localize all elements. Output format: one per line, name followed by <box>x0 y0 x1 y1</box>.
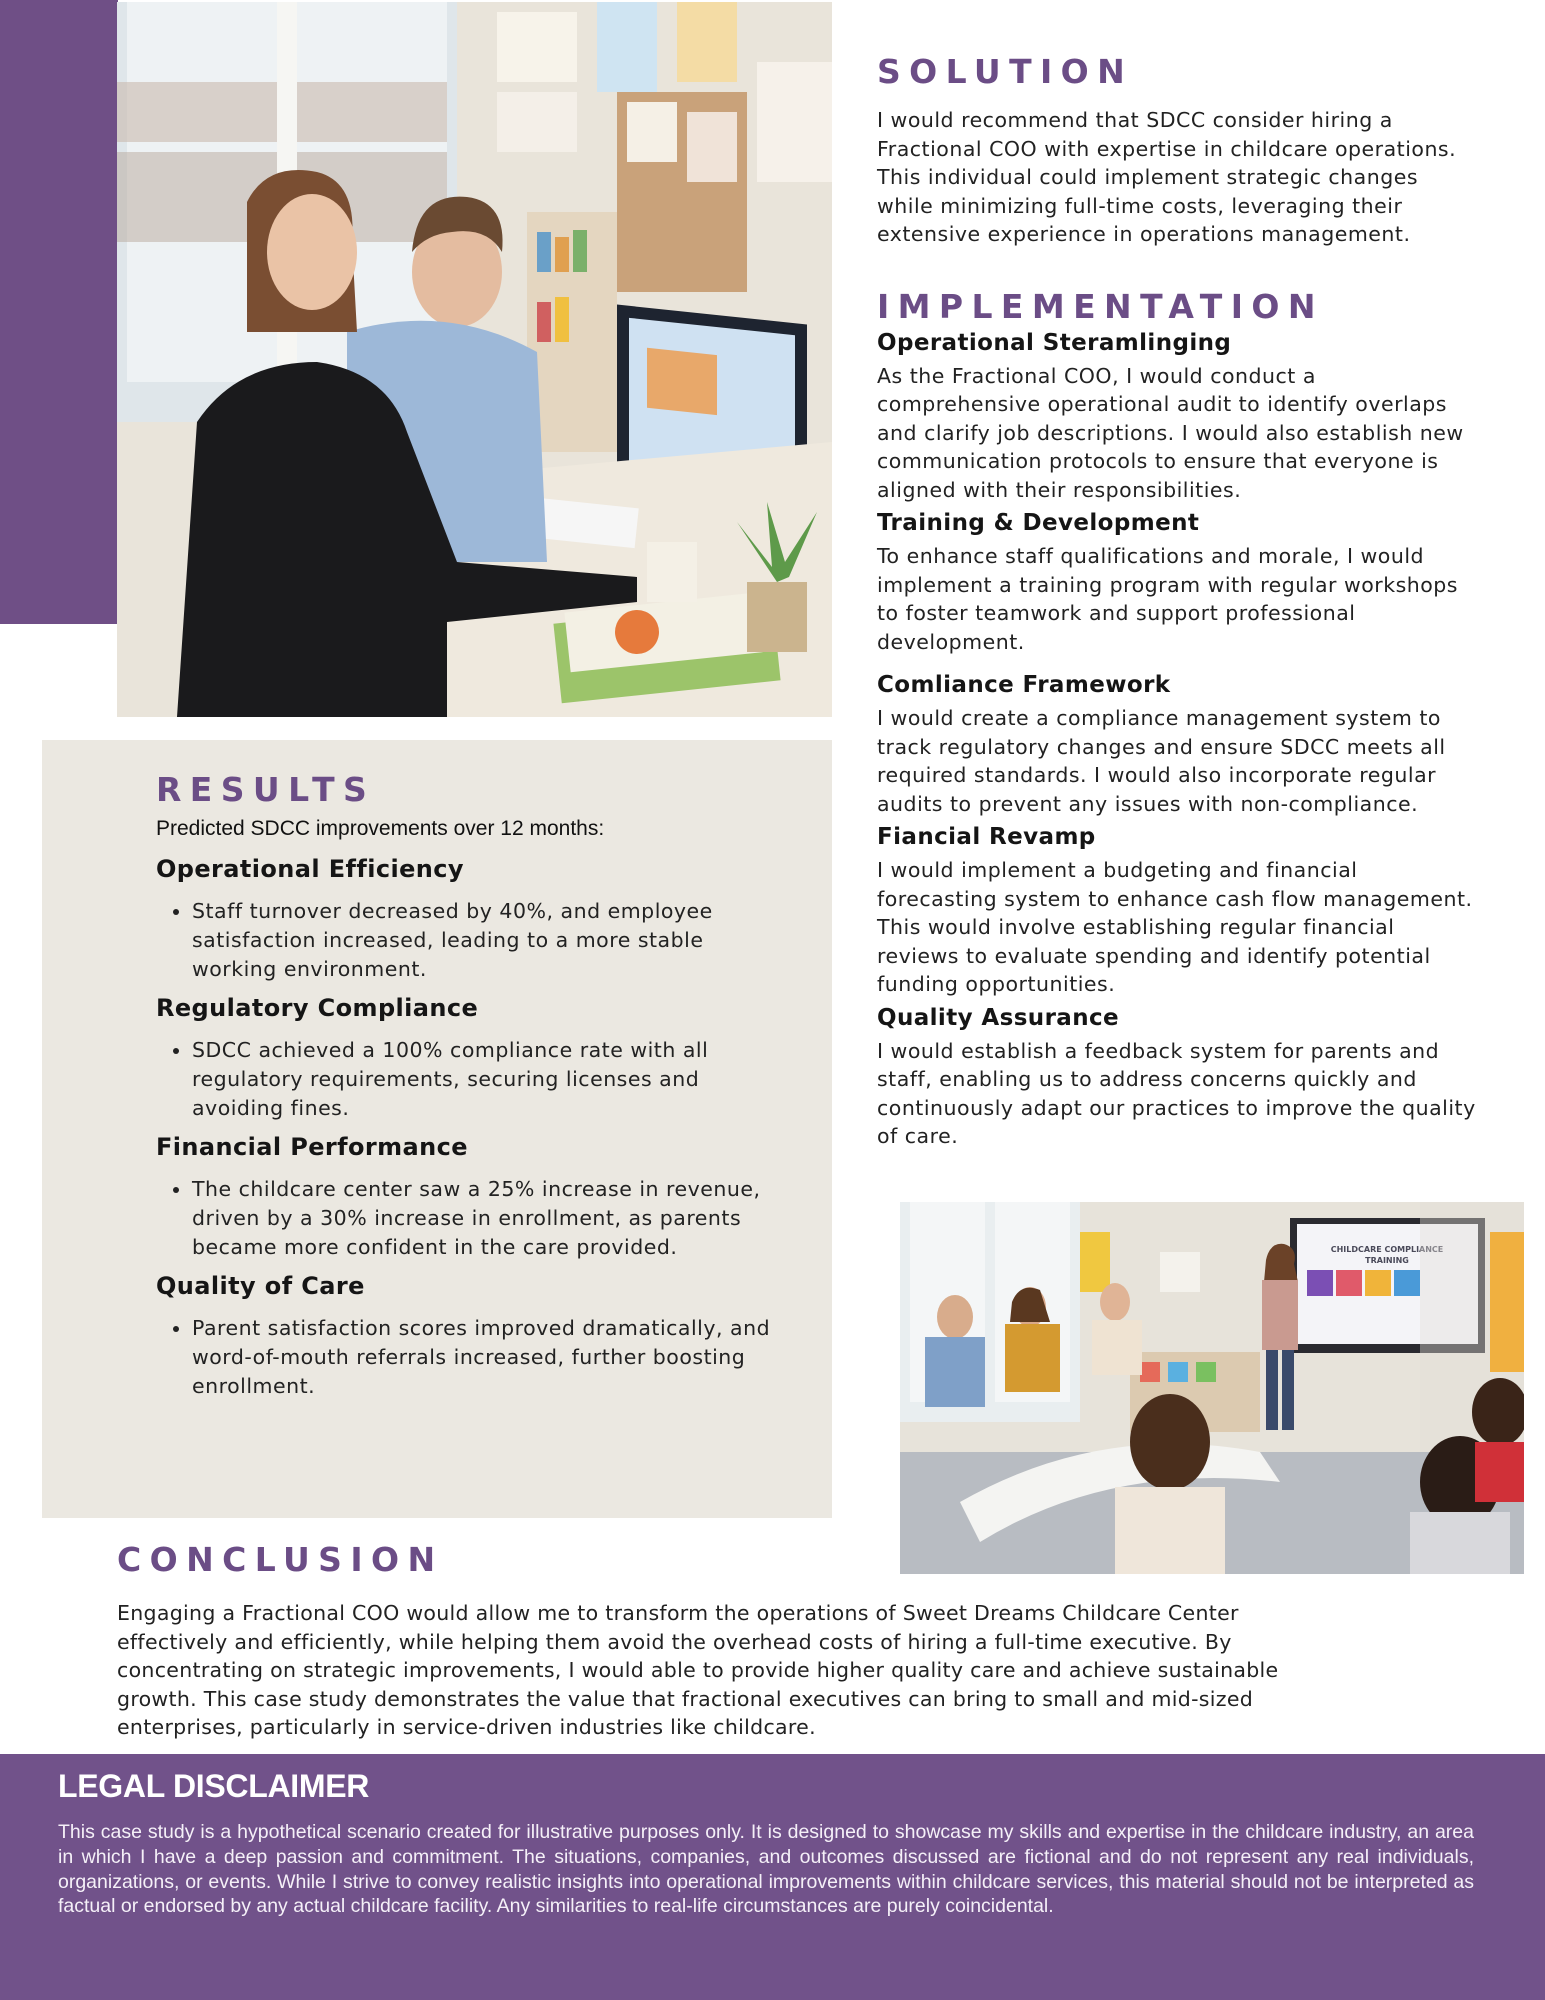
implementation-heading: IMPLEMENTATION <box>877 286 1324 326</box>
implementation-item-title: Operational Steramlinging <box>877 329 1232 356</box>
implementation-item-body: I would establish a feedback system for parents and staff, enabling us to address concerns quickly and continuously adapt our practices to improve the quality of care. <box>877 1038 1476 1148</box>
conclusion-section <box>117 1540 1317 1742</box>
implementation-item-title: Training & Development <box>877 510 1200 536</box>
results-bullet-list <box>156 1314 776 1401</box>
results-bullet: • Staff turnover decreased by 40%, and employee satisfaction increased, leading to a more stable working environment. <box>192 897 776 984</box>
implementation-item-title: Quality Assurance <box>877 1004 1120 1031</box>
results-group-title: Financial Performance <box>156 1133 468 1161</box>
results-bullet-list <box>156 897 776 984</box>
results-group-title: Regulatory Compliance <box>156 994 479 1022</box>
training-photo <box>900 1202 1524 1574</box>
solution-body: I would recommend that SDCC consider hiring a Fractional COO with expertise in childcare operations. This individual could implement strategic changes while minimizing full-time costs, leveraging their extensive experience in operations management. <box>877 108 1457 246</box>
implementation-item-title: Fiancial Revamp <box>877 824 1096 850</box>
solution-heading: SOLUTION <box>877 52 1134 91</box>
results-content <box>156 770 776 1411</box>
implementation-item <box>877 330 1477 505</box>
results-group-title: Operational Efficiency <box>156 855 464 883</box>
implementation-item <box>877 672 1477 818</box>
conclusion-body: Engaging a Fractional COO would allow me to transform the operations of Sweet Dreams Childcare Center effectively and efficiently, while helping them avoid the overhead costs of hiring a full-time executive. By concentrating on strategic improvements, I would able to provide higher quality care and achieve sustainable growth. This case study demonstrates the value that fractional executives can bring to small and mid-sized enterprises, particularly in service-driven industries like childcare. <box>117 1601 1279 1739</box>
results-bullet: • The childcare center saw a 25% increase in revenue, driven by a 30% increase in enrollment, as parents became more confident in the care provided. <box>192 1175 776 1262</box>
results-bullet-list <box>156 1036 776 1123</box>
training-photo-illustration <box>900 1202 1524 1574</box>
results-panel <box>42 740 832 1518</box>
implementation-item <box>877 1005 1477 1151</box>
results-bullet: • SDCC achieved a 100% compliance rate with all regulatory requirements, securing licenses and avoiding fines. <box>192 1036 776 1123</box>
screen-title-line-2: TRAINING <box>1365 1256 1409 1265</box>
results-bullet: • Parent satisfaction scores improved dramatically, and word-of-mouth referrals increased, further boosting enrollment. <box>192 1314 776 1401</box>
conclusion-heading: CONCLUSION <box>117 1540 444 1579</box>
results-group <box>156 1133 776 1262</box>
results-group-title: Quality of Care <box>156 1272 365 1300</box>
implementation-item <box>877 510 1477 656</box>
results-group <box>156 994 776 1123</box>
results-group <box>156 1272 776 1401</box>
results-group <box>156 855 776 984</box>
results-bullet-list <box>156 1175 776 1262</box>
disclaimer-body: This case study is a hypothetical scenario created for illustrative purposes only. It is designed to showcase my skills and expertise in the childcare industry, an area in which I have a deep passion and commitment. The situations, companies, and outcomes discussed are fictional and do not represent any real individuals, organizations, or events. While I strive to convey realistic insights into operational improvements within childcare services, this material should not be interpreted as factual or endorsed by any actual childcare facility. Any similarities to real-life circumstances are purely coincidental. <box>58 1821 1474 1918</box>
implementation-item-title: Comliance Framework <box>877 672 1171 698</box>
implementation-item-body: As the Fractional COO, I would conduct a comprehensive operational audit to identify overlaps and clarify job descriptions. I would also establish new communication protocols to ensure that everyone is aligned with their responsibilities. <box>877 363 1464 502</box>
left-accent-bar <box>0 0 118 624</box>
implementation-item <box>877 824 1477 999</box>
results-intro: Predicted SDCC improvements over 12 months: <box>156 817 605 840</box>
implementation-item-body: To enhance staff qualifications and morale, I would implement a training program with regular workshops to foster teamwork and support professional development. <box>877 544 1458 654</box>
office-photo <box>117 2 832 717</box>
implementation-item-body: I would implement a budgeting and financial forecasting system to enhance cash flow management. This would involve establishing regular financial reviews to evaluate spending and identify potential funding opportunities. <box>877 858 1473 996</box>
disclaimer-heading: LEGAL DISCLAIMER <box>58 1768 370 1804</box>
screen-title-line-1: CHILDCARE COMPLIANCE <box>1330 1245 1444 1254</box>
results-heading: RESULTS <box>156 770 376 809</box>
legal-disclaimer <box>0 1754 1545 2000</box>
implementation-item-body: I would create a compliance management system to track regulatory changes and ensure SDCC meets all required standards. I would also incorporate regular audits to prevent any issues with non-compliance. <box>877 706 1446 816</box>
office-photo-illustration <box>117 2 832 717</box>
right-column <box>877 52 1477 1157</box>
